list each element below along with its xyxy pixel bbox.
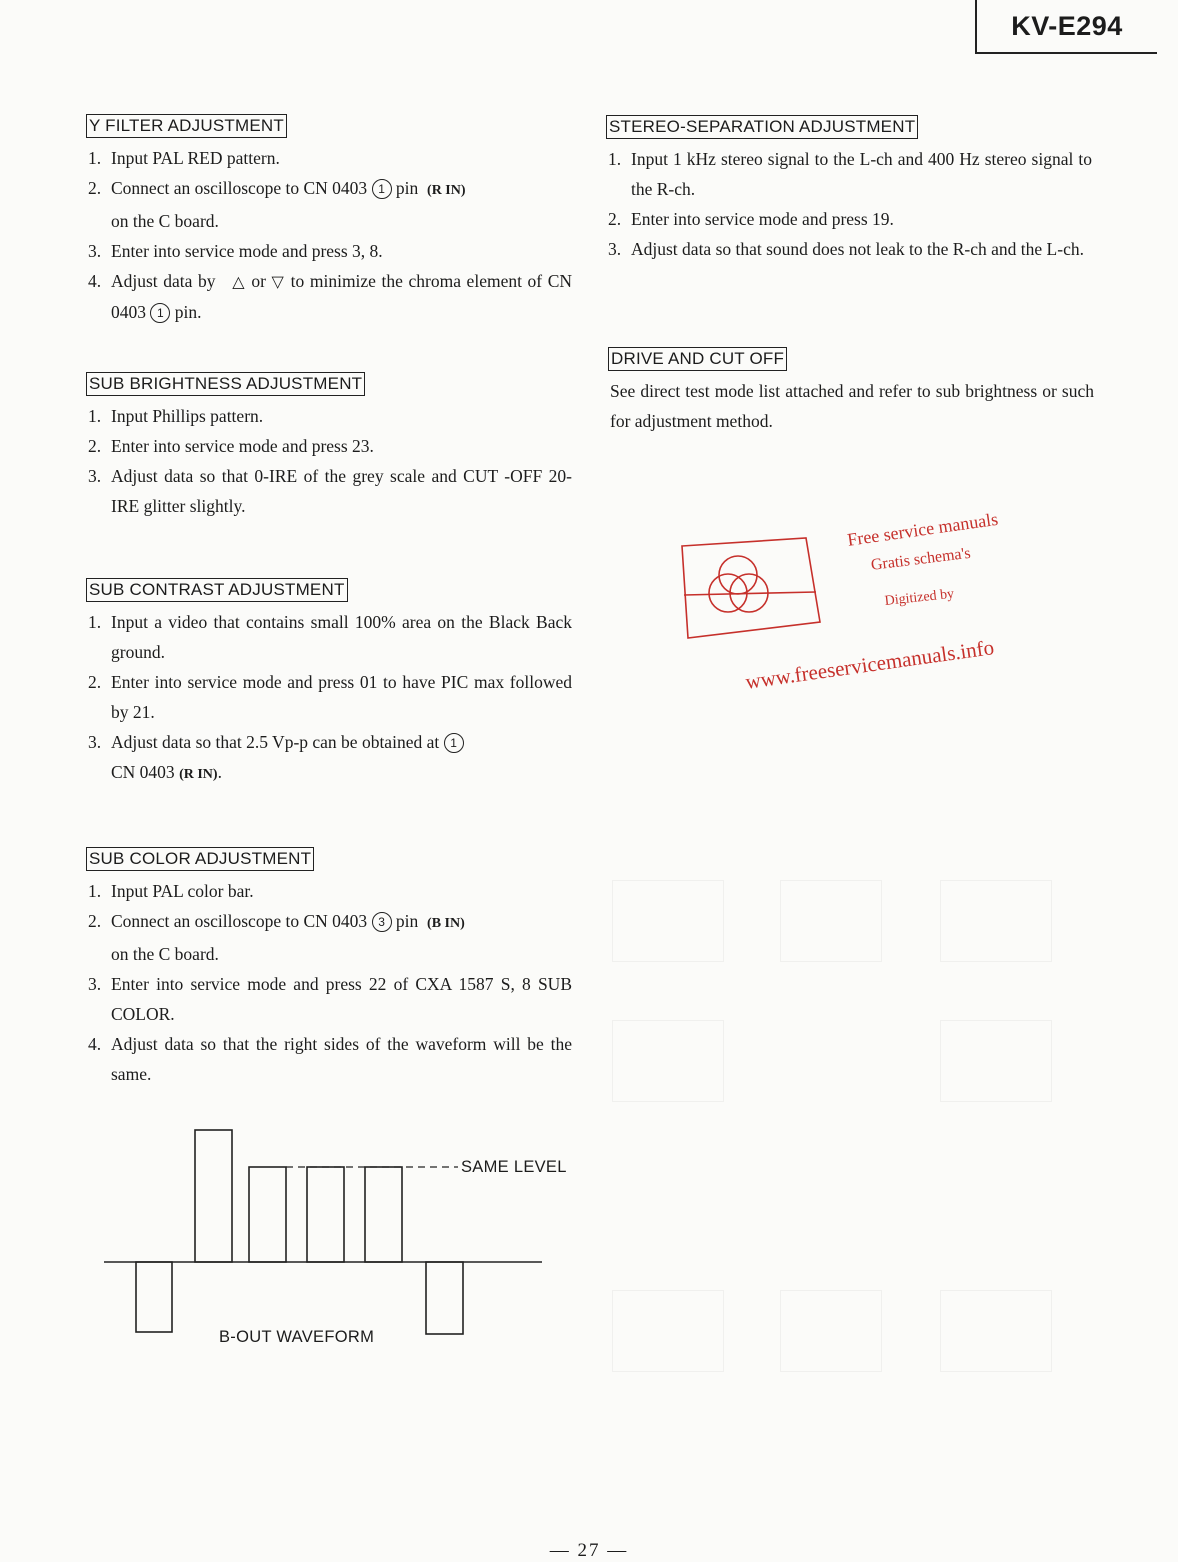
y-filter-title: Y FILTER ADJUSTMENT <box>86 114 287 138</box>
same-level-label: SAME LEVEL <box>461 1158 567 1176</box>
bleed-through-box <box>612 880 724 962</box>
list-item: 2. Connect an oscilloscope to CN 0403 3 pin (B IN) on the C board. <box>88 911 465 964</box>
sub-brightness-title: SUB BRIGHTNESS ADJUSTMENT <box>86 372 365 396</box>
y-filter-steps <box>86 143 572 327</box>
list-item: 1. Input PAL color bar. <box>88 881 254 901</box>
list-item: 1. Input a video that contains small 100% area on the Black Back ground. <box>88 612 572 662</box>
waveform-pulse-up-tall <box>195 1130 232 1262</box>
drive-cut-off-title: DRIVE AND CUT OFF <box>608 347 787 371</box>
stamp-logo-icon <box>678 530 828 645</box>
sub-contrast-title: SUB CONTRAST ADJUSTMENT <box>86 578 348 602</box>
list-item: 2. Enter into service mode and press 19. <box>608 209 894 229</box>
y-filter-section <box>86 114 572 327</box>
bleed-through-box <box>780 880 882 962</box>
list-item: 1. Input 1 kHz stereo signal to the L-ch and 400 Hz stereo signal to the R-ch. <box>608 149 1092 199</box>
drive-cut-off-section <box>608 347 1094 436</box>
bleed-through-box <box>940 880 1052 962</box>
list-item: 2. Connect an oscilloscope to CN 0403 1 pin (R IN) on the C board. <box>88 178 466 231</box>
stereo-separation-steps <box>606 144 1092 264</box>
list-item: 3. Adjust data so that 0-IRE of the grey scale and CUT -OFF 20-IRE glitter slightly. <box>88 466 572 516</box>
bleed-through-box <box>612 1290 724 1372</box>
bleed-through-box <box>940 1020 1052 1102</box>
list-item: 4. Adjust data by △ or ▽ to minimize the chroma element of CN 0403 1 pin. <box>88 271 573 322</box>
bleed-through-box <box>780 1290 882 1372</box>
list-item: 1. Input PAL RED pattern. <box>88 148 280 168</box>
pin-number-badge: 1 <box>444 733 464 753</box>
list-item: 4. Adjust data so that the right sides of the waveform will be the same. <box>88 1034 572 1084</box>
up-triangle-icon: △ <box>232 272 246 291</box>
stamp-line-3: Digitized by <box>884 586 955 609</box>
page-number: — 27 — <box>549 1540 629 1561</box>
free-service-manuals-stamp <box>678 508 1038 700</box>
waveform-pulse-up <box>307 1167 344 1262</box>
sub-color-title: SUB COLOR ADJUSTMENT <box>86 847 314 871</box>
waveform-pulse-up <box>365 1167 402 1262</box>
model-number: KV-E294 <box>975 0 1157 54</box>
sub-color-steps <box>86 876 572 1089</box>
list-item: 3. Adjust data so that 2.5 Vp-p can be obtained at 1 CN 0403 (R IN). <box>86 727 572 790</box>
pin-number-badge: 1 <box>372 179 392 199</box>
list-item: 1. Input Phillips pattern. <box>88 406 264 426</box>
stereo-separation-section <box>606 115 1092 264</box>
sub-color-section <box>86 847 572 1089</box>
stamp-url: www.freeservicemanuals.info <box>744 635 996 694</box>
waveform-caption: B-OUT WAVEFORM <box>219 1328 375 1346</box>
sub-contrast-section <box>86 578 572 790</box>
sub-brightness-section <box>86 372 572 521</box>
pin-number-badge: 3 <box>372 912 392 932</box>
list-item: 2. Enter into service mode and press 01 to have PIC max followed by 21. <box>88 672 572 722</box>
waveform-pulse-down <box>426 1262 463 1334</box>
stereo-separation-title: STEREO-SEPARATION ADJUSTMENT <box>606 115 918 139</box>
list-item: 3. Enter into service mode and press 3, 8. <box>88 241 383 261</box>
pin-number-badge: 1 <box>150 303 170 323</box>
sub-contrast-steps <box>86 607 572 790</box>
down-triangle-icon: ▽ <box>271 272 286 291</box>
stamp-line-2: Gratis schema's <box>870 544 972 574</box>
bleed-through-box <box>612 1020 724 1102</box>
list-item: 2. Enter into service mode and press 23. <box>88 436 374 456</box>
list-item: 3. Adjust data so that sound does not leak to the R-ch and the L-ch. <box>608 239 1084 259</box>
drive-cut-off-text: See direct test mode list attached and refer to sub brightness or such for adjustment method. <box>610 381 1094 431</box>
bleed-through-box <box>940 1290 1052 1372</box>
stamp-line-1: Free service manuals <box>846 508 1000 550</box>
sub-brightness-steps <box>86 401 572 521</box>
waveform-pulse-up <box>249 1167 286 1262</box>
list-item: 3. Enter into service mode and press 22 of CXA 1587 S, 8 SUB COLOR. <box>88 974 572 1024</box>
waveform-pulse-down <box>136 1262 172 1332</box>
